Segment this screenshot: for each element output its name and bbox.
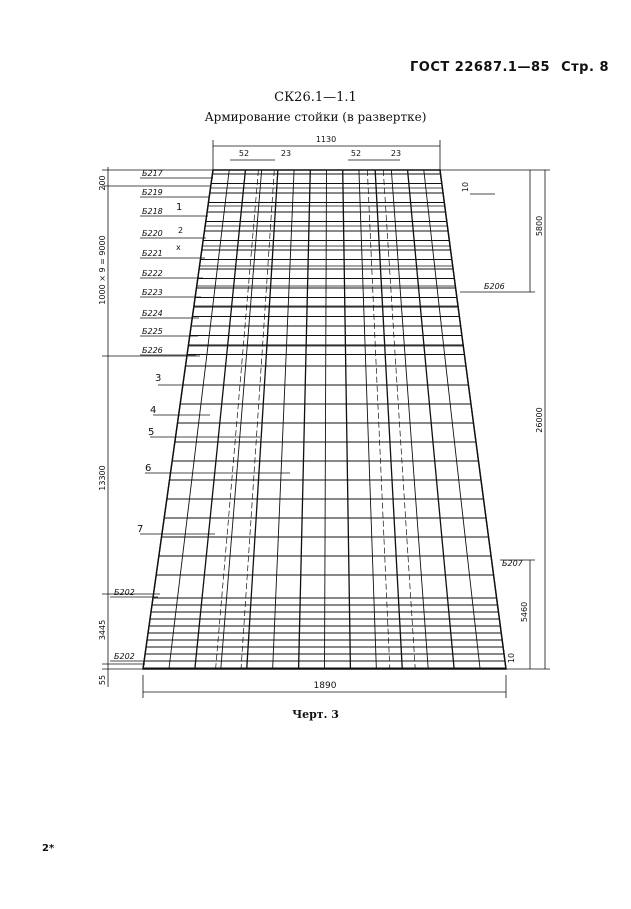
dim-right-10-top: 10 xyxy=(461,181,470,193)
marker-x: х xyxy=(176,243,181,252)
dim-left-13300: 13300 xyxy=(98,465,107,491)
dashed-bar xyxy=(241,170,274,669)
marker-6: 6 xyxy=(145,463,152,474)
longitudinal-bar xyxy=(391,170,428,669)
marker-5: 5 xyxy=(148,427,155,438)
marker-4: 4 xyxy=(150,405,157,416)
dim-23-right: 23 xyxy=(390,149,402,158)
dim-right-5460: 5460 xyxy=(520,601,529,623)
dim-left-3445: 3445 xyxy=(98,619,107,641)
drawing-subtitle: Армирование стойки (в развертке) xyxy=(204,110,427,124)
label-b202-lower: Б202 xyxy=(114,652,135,661)
longitudinal-bar xyxy=(325,170,327,669)
dim-52-left: 52 xyxy=(238,149,250,158)
dim-right-10-bottom: 10 xyxy=(507,652,516,664)
longitudinal-bar xyxy=(247,170,278,669)
dim-left-200: 200 xyxy=(98,175,107,191)
longitudinal-bar xyxy=(221,170,262,669)
label-b222: Б222 xyxy=(142,269,163,278)
marker-2: 2 xyxy=(178,226,184,235)
dim-bottom-width: 1890 xyxy=(313,681,337,691)
page-label: Стр. 8 xyxy=(561,60,609,75)
dashed-bar xyxy=(383,170,415,669)
dimension-text xyxy=(98,135,544,691)
longitudinal-bar xyxy=(375,170,402,669)
longitudinal-bar xyxy=(408,170,455,669)
label-b217: Б217 xyxy=(142,169,163,178)
label-b207: Б207 xyxy=(502,559,523,568)
dim-right-5800: 5800 xyxy=(535,215,544,237)
label-b218: Б218 xyxy=(142,207,163,216)
label-b226: Б226 xyxy=(142,346,163,355)
page-number: 2* xyxy=(42,843,55,854)
dim-52-right: 52 xyxy=(350,149,362,158)
dim-23-left: 23 xyxy=(280,149,292,158)
dim-top-width: 1130 xyxy=(315,135,337,144)
rebar-grid xyxy=(143,170,506,669)
label-b224: Б224 xyxy=(142,309,163,318)
figure-caption: Черт. 3 xyxy=(292,708,339,721)
label-b221: Б221 xyxy=(142,249,163,258)
dim-right-26000: 26000 xyxy=(535,407,544,433)
label-b206: Б206 xyxy=(484,282,505,291)
marker-7: 7 xyxy=(137,524,144,535)
drawing-code: СК26.1—1.1 xyxy=(274,90,357,105)
longitudinal-bar xyxy=(299,170,311,669)
label-b219: Б219 xyxy=(142,188,163,197)
longitudinal-bar xyxy=(273,170,294,669)
longitudinal-bar xyxy=(359,170,376,669)
dim-left-1000x9: 1000 × 9 = 9000 xyxy=(98,235,107,305)
longitudinal-bar xyxy=(343,170,351,669)
marker-1: 1 xyxy=(176,202,183,213)
label-b225: Б225 xyxy=(142,327,163,336)
label-b220: Б220 xyxy=(142,229,163,238)
dim-left-55: 55 xyxy=(98,674,107,686)
label-b223: Б223 xyxy=(142,288,163,297)
label-b202-upper: Б202 xyxy=(114,588,135,597)
longitudinal-bar xyxy=(424,170,480,669)
gost-number: ГОСТ 22687.1—85 xyxy=(410,60,551,75)
marker-3: 3 xyxy=(155,373,162,384)
